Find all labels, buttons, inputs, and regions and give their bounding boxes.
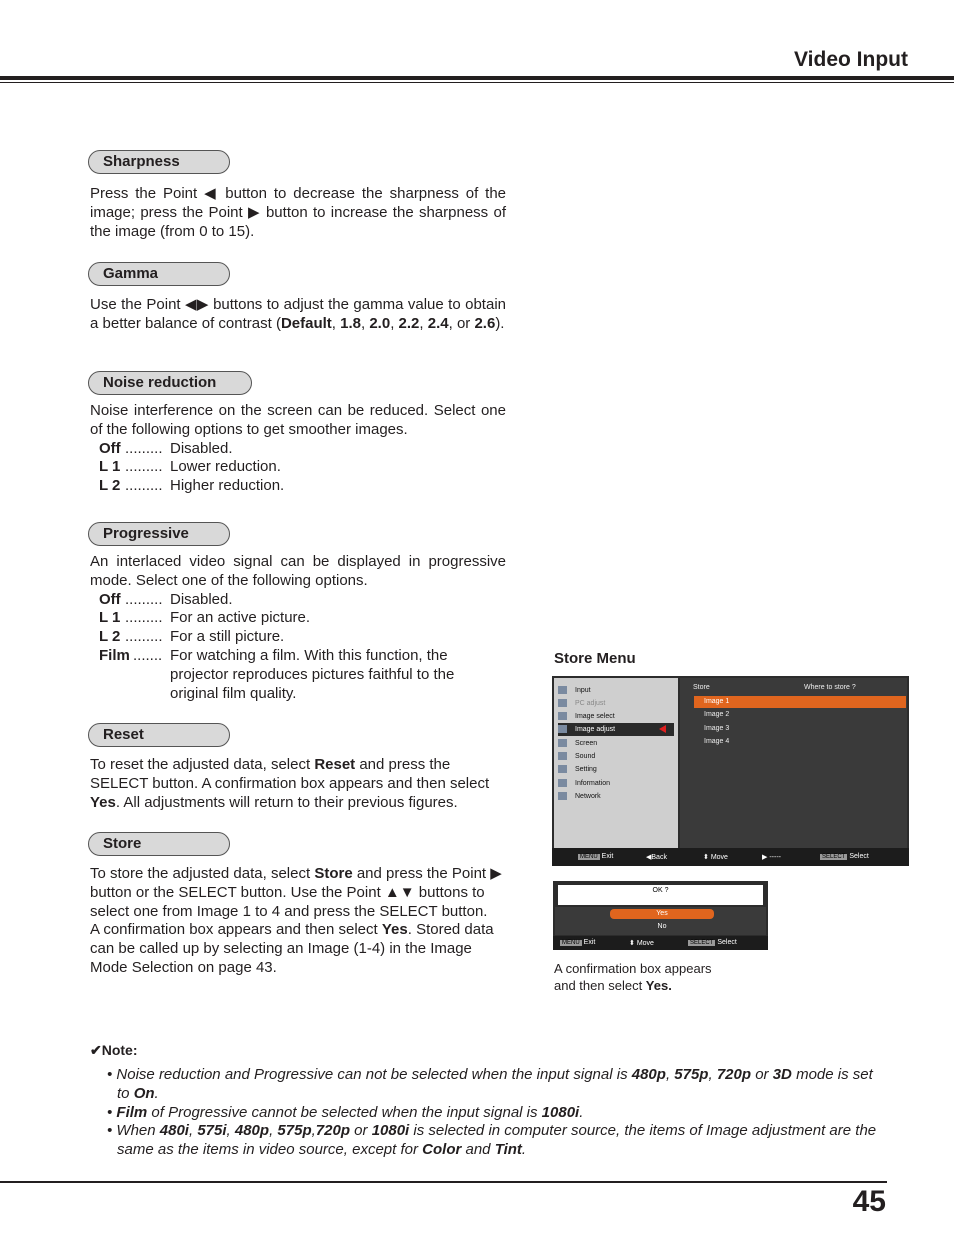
- confirmation-box-screenshot: [553, 881, 768, 950]
- pc-adjust-icon: [558, 699, 567, 707]
- store-submenu-title: Store: [693, 684, 710, 691]
- menu-item-input: Input: [558, 684, 591, 697]
- option-row: Off ......... Disabled.: [99, 439, 233, 457]
- store-option-image-2: Image 2: [704, 711, 730, 718]
- store-menu-label: Store Menu: [554, 650, 636, 667]
- guide-exit: MENU Exit: [562, 939, 596, 946]
- gamma-text: Use the Point ◀▶ buttons to adjust the gamma value to obtain a better balance of contrast (Default, 1.8, 2.0, 2.2, 2.4, or 2.6).: [90, 296, 506, 332]
- guide-move: ⬍ Move: [703, 854, 728, 861]
- store-menu-guide-bar: [552, 848, 909, 866]
- option-row: L 1 ......... For an active picture.: [99, 609, 311, 627]
- sharpness-text: Press the Point ◀ button to decrease the sharpness of the image; press the Point ▶ button to increase the sharpness of the image (from 0 to 15).: [90, 185, 506, 240]
- page-title: Video Input: [794, 48, 908, 71]
- section-heading-progressive: Progressive: [88, 522, 230, 546]
- menu-item-image-select: Image select: [558, 710, 615, 723]
- section-heading-store: Store: [88, 832, 230, 856]
- main-menu-panel: [554, 678, 678, 848]
- guide-next: ▶ -----: [762, 854, 781, 861]
- confirm-question: OK ?: [558, 885, 763, 905]
- store-prompt: Where to store ?: [804, 684, 856, 691]
- image-select-icon: [558, 712, 567, 720]
- option-row: L 2 ......... For a still picture.: [99, 628, 285, 646]
- input-icon: [558, 686, 567, 694]
- section-heading-sharpness: Sharpness: [88, 150, 230, 174]
- guide-back: ◀Back: [646, 854, 667, 861]
- guide-exit: MENU Exit: [580, 853, 614, 860]
- noise-reduction-block: [90, 402, 506, 496]
- confirm-options: [555, 907, 766, 935]
- noise-reduction-intro: Noise interference on the screen can be reduced. Select one of the following options to get smoother images.: [90, 402, 506, 438]
- menu-item-pc-adjust: PC adjust: [558, 697, 605, 710]
- sound-icon: [558, 752, 567, 760]
- section-heading-gamma: Gamma: [88, 262, 230, 286]
- menu-item-image-adjust: Image adjust: [558, 723, 674, 736]
- confirm-yes-option: Yes: [610, 909, 714, 919]
- confirm-no-option: No: [657, 923, 667, 930]
- section-heading-noise-reduction: Noise reduction: [88, 371, 252, 395]
- note-item: • Noise reduction and Progressive can not be selected when the input signal is 480p, 575p, 720p or 3D mode is set to On.: [107, 1066, 873, 1102]
- option-row: L 1 ......... Lower reduction.: [99, 458, 281, 476]
- note-item: • Film of Progressive cannot be selected when the input signal is 1080i.: [107, 1104, 584, 1121]
- note-item: • When 480i, 575i, 480p, 575p,720p or 1080i is selected in computer source, the items of Image adjustment are the same as the items in video source, except for Color and Tint.: [107, 1122, 877, 1158]
- guide-select: SELECT Select: [690, 939, 737, 946]
- menu-item-screen: Screen: [558, 737, 597, 750]
- menu-item-sound: Sound: [558, 750, 595, 763]
- header-divider: [0, 76, 954, 80]
- confirm-guide-bar: [553, 936, 768, 950]
- setting-icon: [558, 765, 567, 773]
- progressive-intro: An interlaced video signal can be displayed in progressive mode. Select one of the following options.: [90, 553, 506, 589]
- store-submenu-panel: [680, 678, 907, 848]
- selection-arrow-icon: [659, 725, 666, 733]
- reset-text: To reset the adjusted data, select Reset and press the SELECT button. A confirmation box appears and then select Yes. All adjustments will return to their previous figures.: [90, 756, 490, 811]
- store-option-image-4: Image 4: [704, 738, 730, 745]
- option-row: Film ....... For watching a film. With this function, the projector reproduces pictures faithful to the original film quality.: [99, 646, 455, 702]
- guide-select: SELECT Select: [822, 853, 869, 860]
- page-number: 45: [852, 1185, 886, 1218]
- option-row: L 2 ......... Higher reduction.: [99, 477, 285, 495]
- progressive-block: [90, 553, 506, 703]
- store-menu-screenshot: [552, 676, 909, 866]
- menu-item-setting: Setting: [558, 763, 597, 776]
- guide-move: ⬍ Move: [629, 940, 654, 947]
- header-divider-thin: [0, 82, 954, 83]
- store-option-image-3: Image 3: [704, 725, 730, 732]
- information-icon: [558, 779, 567, 787]
- menu-item-network: Network: [558, 790, 601, 803]
- menu-item-information: Information: [558, 777, 610, 790]
- confirmation-caption: A confirmation box appears and then select Yes.: [554, 961, 712, 993]
- screen-icon: [558, 739, 567, 747]
- footer-divider: [0, 1181, 887, 1183]
- network-icon: [558, 792, 567, 800]
- section-heading-reset: Reset: [88, 723, 230, 747]
- store-text: To store the adjusted data, select Store and press the Point ▶ button or the SELECT button. Use the Point ▲▼ buttons to select one from Image 1 to 4 and press the SELECT button. A confirmation box appears and then select Yes. Stored data can be called up by selecting an Image (1-4) in the Image Mode Selection on page 43.: [90, 865, 502, 976]
- image-adjust-icon: [558, 725, 567, 733]
- note-title: ✔Note:: [90, 1042, 138, 1058]
- store-option-image-1: Image 1: [694, 696, 906, 708]
- option-row: Off ......... Disabled.: [99, 590, 233, 608]
